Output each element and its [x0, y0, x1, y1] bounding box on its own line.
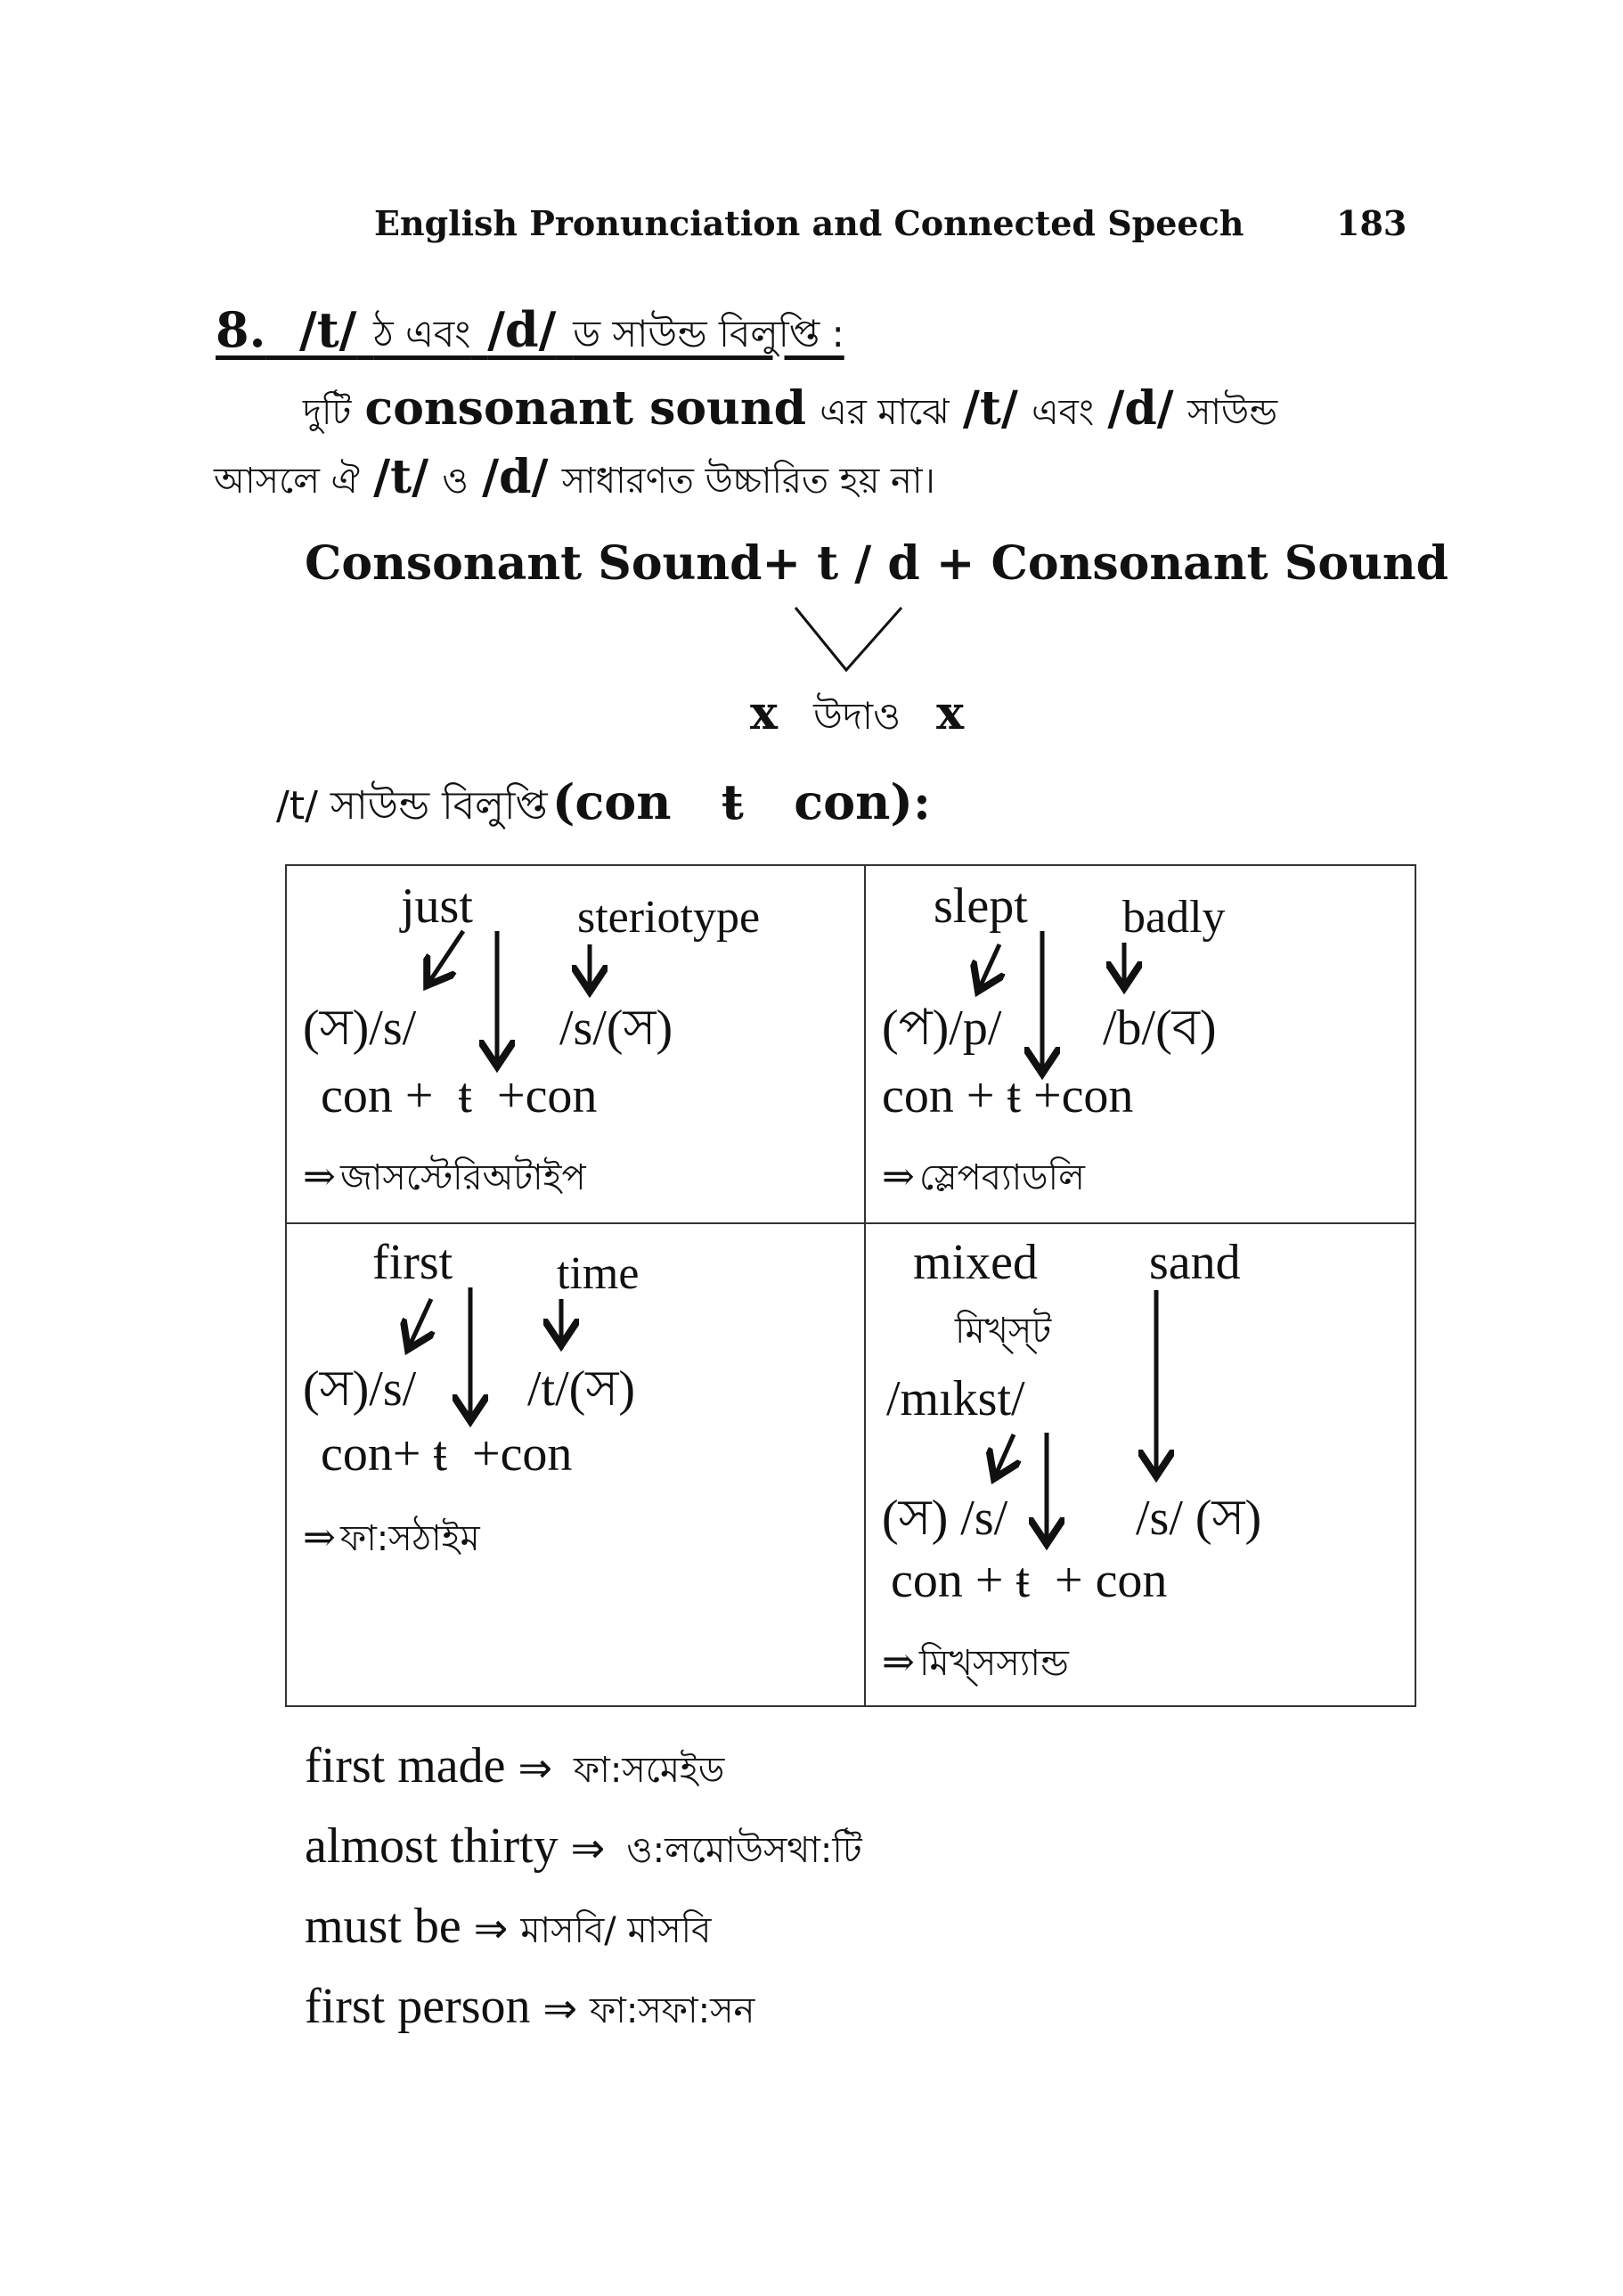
implies-icon: ⇒ [303, 1515, 336, 1560]
example-english: first person [305, 1979, 531, 2034]
intro-text: ও [442, 461, 469, 502]
intro-text: সাধারণত উচ্চারিত হয় না। [561, 461, 935, 502]
example-bengali: ও:লমোউসথা:টি [626, 1830, 862, 1871]
cell1-word2: steriotype [577, 892, 761, 943]
example-english: almost thirty [305, 1818, 559, 1874]
arrow-icon [996, 1434, 1014, 1475]
title-rest: ড সাউন্ড বিলুপ্তি : [573, 312, 844, 355]
cell2-formula: con + ŧ +con [882, 1068, 1134, 1123]
page-number: 183 [1336, 203, 1407, 243]
implies-icon: ⇒ [882, 1639, 915, 1685]
example-bengali: মাসবি/ মাসবি [520, 1910, 712, 1951]
cell4-word2: sand [1149, 1235, 1241, 1290]
t-symbol: /t/ [298, 301, 357, 358]
implies-icon: ⇒ [473, 1906, 509, 1951]
intro-text: এর মাঝে [820, 392, 950, 433]
cell4-formula: con + ŧ + con [891, 1553, 1168, 1608]
intro-text: আসলে ঐ [214, 461, 360, 502]
implies-icon: ⇒ [882, 1154, 915, 1199]
cell1-left: (স)/s/ [303, 1001, 417, 1056]
intro-text: এবং [1032, 392, 1095, 433]
cell1-result-text: জাসস্টেরিঅটাইপ [339, 1157, 586, 1198]
intro-bold: /d/ [1107, 381, 1174, 436]
vanish-label: উদাও [813, 694, 901, 738]
arrow-icon [429, 931, 463, 982]
implies-icon: ⇒ [542, 1986, 578, 2031]
cell2-word1: slept [934, 878, 1028, 934]
running-title: English Pronunciation and Connected Speech [374, 203, 1244, 243]
x-mark: x [750, 686, 779, 740]
implies-icon: ⇒ [518, 1745, 553, 1791]
cell4-right: /s/ (স) [1136, 1491, 1262, 1546]
d-symbol: /d/ [487, 301, 557, 358]
intro-bold: /d/ [482, 450, 549, 504]
cell4-left: (স) /s/ [882, 1491, 1008, 1546]
arrow-icon [980, 944, 999, 987]
example-english: first made [305, 1738, 506, 1793]
t-bengali: ঠ এবং [373, 312, 471, 355]
cell2-word2: badly [1122, 892, 1226, 943]
cell3-word2: time [557, 1248, 640, 1299]
cell3-left: (স)/s/ [303, 1361, 417, 1417]
intro-text: দুটি [303, 392, 352, 433]
cell1-formula: con + ŧ +con [321, 1068, 598, 1123]
intro-bold: /t/ [373, 450, 429, 504]
cell2-left: (প)/p/ [882, 1001, 1002, 1056]
formula-line: Consonant Sound+ t / d + Consonant Sound [305, 536, 1448, 591]
cell4-bengali: মিখ্‌স্‌ট [955, 1311, 1052, 1352]
cell2-result-text: স্লেপব্যাডলি [918, 1157, 1085, 1198]
cell4-result-text: মিখ্‌সস্যান্ড [918, 1643, 1069, 1684]
example-english: must be [305, 1899, 461, 1954]
cell3-word1: first [372, 1235, 453, 1290]
subheading-bengali: /t/ সাউন্ড বিলুপ্তি [276, 783, 548, 829]
cell1-right: /s/(স) [559, 1001, 673, 1056]
example-row [305, 1818, 862, 1882]
cell3-right: /t/(স) [527, 1361, 635, 1417]
cell4-word1: mixed [913, 1235, 1038, 1290]
cell3-formula: con+ ŧ +con [321, 1426, 573, 1482]
cell4-ipa: /mıkst/ [886, 1371, 1025, 1426]
intro-bold: consonant sound [364, 381, 807, 436]
x-mark: x [936, 686, 965, 740]
cell2-right: /b/(ব) [1103, 1001, 1217, 1056]
example-bengali: ফা:সমেইড [574, 1750, 725, 1791]
example-row [305, 1978, 754, 2042]
subheading-formula: (con ŧ con): [551, 773, 931, 830]
example-row [305, 1737, 724, 1802]
implies-icon: ⇒ [570, 1826, 606, 1871]
example-bengali: ফা:সফা:সন [590, 1990, 755, 2031]
intro-text: সাউন্ড [1187, 392, 1278, 433]
implies-icon: ⇒ [303, 1154, 336, 1199]
cell3-result-text: ফা:সঠাইম [339, 1518, 480, 1559]
example-row [305, 1898, 711, 1962]
section-number: 8. [216, 301, 266, 358]
arrow-icon [410, 1299, 431, 1345]
cell1-word1: just [401, 878, 473, 934]
intro-bold: /t/ [962, 381, 1018, 436]
